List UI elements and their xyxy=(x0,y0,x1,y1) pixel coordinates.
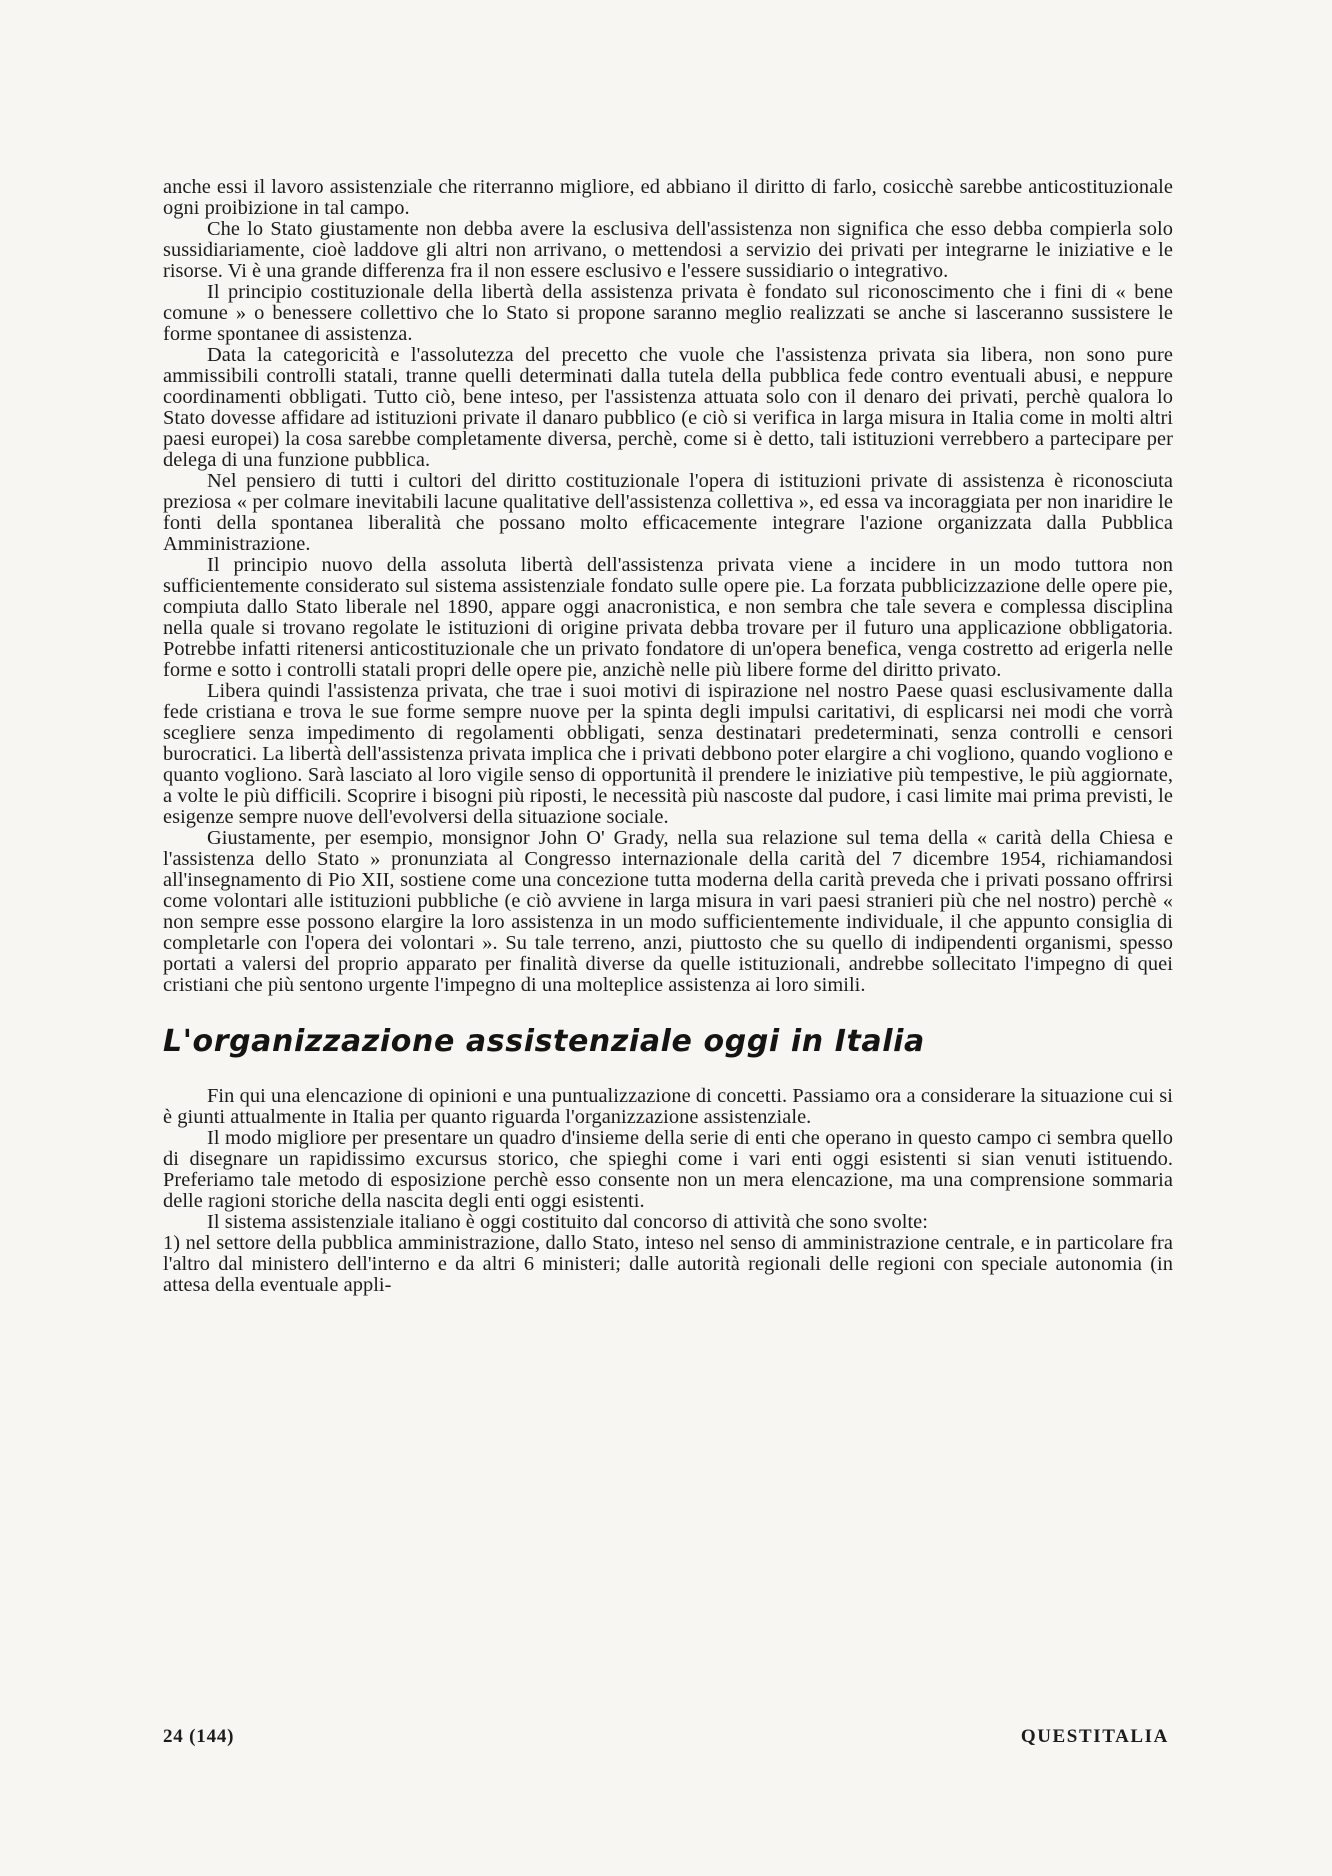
body-text-after xyxy=(163,1086,1173,1296)
paragraph: Giustamente, per esempio, monsignor John O' Grady, nella sua relazione sul tema della « carità della Chiesa e l'assistenza dello Stato » pronunziata al Congresso internazionale della carità del 7 dicembre 1954, richiamandosi all'insegnamento di Pio XII, sostiene come una concezione tutta moderna della carità preveda che i privati possano offrirsi come volontari alle istituzioni pubbliche (e ciò avviene in larga misura in vari paesi stranieri più che nel nostro) perchè « non sempre esse possono elargire la loro assistenza in un modo sufficientemente individuale, il che appunto consiglia di completarle con l'opera dei volontari ». Su tale terreno, anzi, piuttosto che su quello di indipendenti organismi, spesso portati a valersi del proprio apparato per finalità diverse da quelle istituzionali, andrebbe sollecitato l'impegno di quei cristiani che più sentono urgente l'impegno di una molteplice assistenza ai loro simili. xyxy=(163,827,1173,996)
paragraph: Data la categoricità e l'assolutezza del precetto che vuole che l'assistenza privata sia libera, non sono pure ammissibili controlli statali, tranne quelli determinati dalla tutela della pubblica fede contro eventuali abusi, e neppure coordinamenti obbligati. Tutto ciò, bene inteso, per l'assistenza attuata solo con il denaro dei privati, perchè qualora lo Stato dovesse affidare ad istituzioni private il danaro pubblico (e ciò si verifica in larga misura in Italia come in molti altri paesi europei) la cosa sarebbe completamente diversa, perchè, come si è detto, tali istituzioni verrebbero a partecipare per delega di una funzione pubblica. xyxy=(163,344,1173,471)
paragraph: Il sistema assistenziale italiano è oggi costituito dal concorso di attività che sono svolte: xyxy=(207,1211,928,1233)
paragraph: Il principio nuovo della assoluta libertà dell'assistenza privata viene a incidere in un modo tuttora non sufficientemente considerato sul sistema assistenziale fondato sulle opere pie. La forzata pubblicizzazione delle opere pie, compiuta dallo Stato liberale nel 1890, appare oggi anacronistica, e non sembra che tale severa e complessa disciplina nella quale si trovano regolate le istituzioni di origine privata debba trovare per il futuro una applicazione obbligatoria. Potrebbe infatti ritenersi anticostituzionale che un privato fondatore di un'opera benefica, venga costretto ad erigerla nelle forme e sotto i controlli statali propri delle opere pie, anzichè nelle più libere forme del diritto privato. xyxy=(163,554,1173,681)
paragraph: Nel pensiero di tutti i cultori del diritto costituzionale l'opera di istituzioni private di assistenza è riconosciuta preziosa « per colmare inevitabili lacune qualitative dell'assistenza collettiva », ed essa va incoraggiata per non inaridire le fonti della spontanea liberalità che possano molto efficacemente integrare l'azione organizzata dalla Pubblica Amministrazione. xyxy=(163,470,1173,555)
paragraph: Fin qui una elencazione di opinioni e una puntualizzazione di concetti. Passiamo ora a considerare la situazione cui si è giunti attualmente in Italia per quanto riguarda l'organizzazione assistenziale. xyxy=(163,1085,1173,1128)
paragraph: anche essi il lavoro assistenziale che riterranno migliore, ed abbiano il diritto di farlo, cosicchè sarebbe anticostituzionale ogni proibizione in tal campo. xyxy=(163,176,1173,219)
paragraph: 1) nel settore della pubblica amministrazione, dallo Stato, inteso nel senso di amministrazione centrale, e in particolare fra l'altro dal ministero dell'interno e da altri 6 ministeri; dalle autorità regionali delle regioni con speciale autonomia (in attesa della eventuale appli- xyxy=(163,1232,1173,1296)
paragraph: Il modo migliore per presentare un quadro d'insieme della serie di enti che operano in questo campo ci sembra quello di disegnare un rapidissimo excursus storico, che spieghi come i vari enti oggi esistenti si sian venuti istituendo. Preferiamo tale metodo di esposizione perchè esso consente non un mera elencazione, ma una comprensione sommaria delle ragioni storiche della nascita degli enti oggi esistenti. xyxy=(163,1127,1173,1212)
paragraph: Il principio costituzionale della libertà della assistenza privata è fondato sul riconoscimento che i fini di « bene comune » o benessere collettivo che lo Stato si propone saranno meglio realizzati se anche si lasceranno sussistere le forme spontanee di assistenza. xyxy=(163,281,1173,345)
text-column xyxy=(163,177,1173,1296)
paragraph: Libera quindi l'assistenza privata, che trae i suoi motivi di ispirazione nel nostro Paese quasi esclusivamente dalla fede cristiana e trova le sue forme sempre nuove per la spinta degli impulsi caritativi, di esplicarsi nei modi che vorrà scegliere senza impedimento di regolamenti obbligati, senza destinatari predeterminati, senza controlli e censori burocratici. La libertà dell'assistenza privata implica che i privati debbono poter elargire a chi vogliono, quando vogliono e quanto vogliono. Sarà lasciato al loro vigile senso di opportunità il prendere le iniziative più tempestive, le più aggiornate, a volte le più difficili. Scoprire i bisogni più riposti, le necessità più nascoste dal pudore, i casi limite mai prima previsti, le esigenze sempre nuove dell'evolversi della situazione sociale. xyxy=(163,680,1173,828)
section-heading: L'organizzazione assistenziale oggi in Italia xyxy=(163,1024,925,1059)
paragraph: Che lo Stato giustamente non debba avere la esclusiva dell'assistenza non significa che esso debba compierla solo sussidiariamente, cioè laddove gli altri non arrivano, o mettendosi a servizio dei privati per integrarne le iniziative e le risorse. Vi è una grande differenza fra il non essere esclusivo e l'essere sussidiario o integrativo. xyxy=(163,218,1173,282)
journal-name: QUESTITALIA xyxy=(1020,1726,1169,1747)
body-text-before xyxy=(163,177,1173,996)
page-number: 24 (144) xyxy=(163,1726,235,1747)
